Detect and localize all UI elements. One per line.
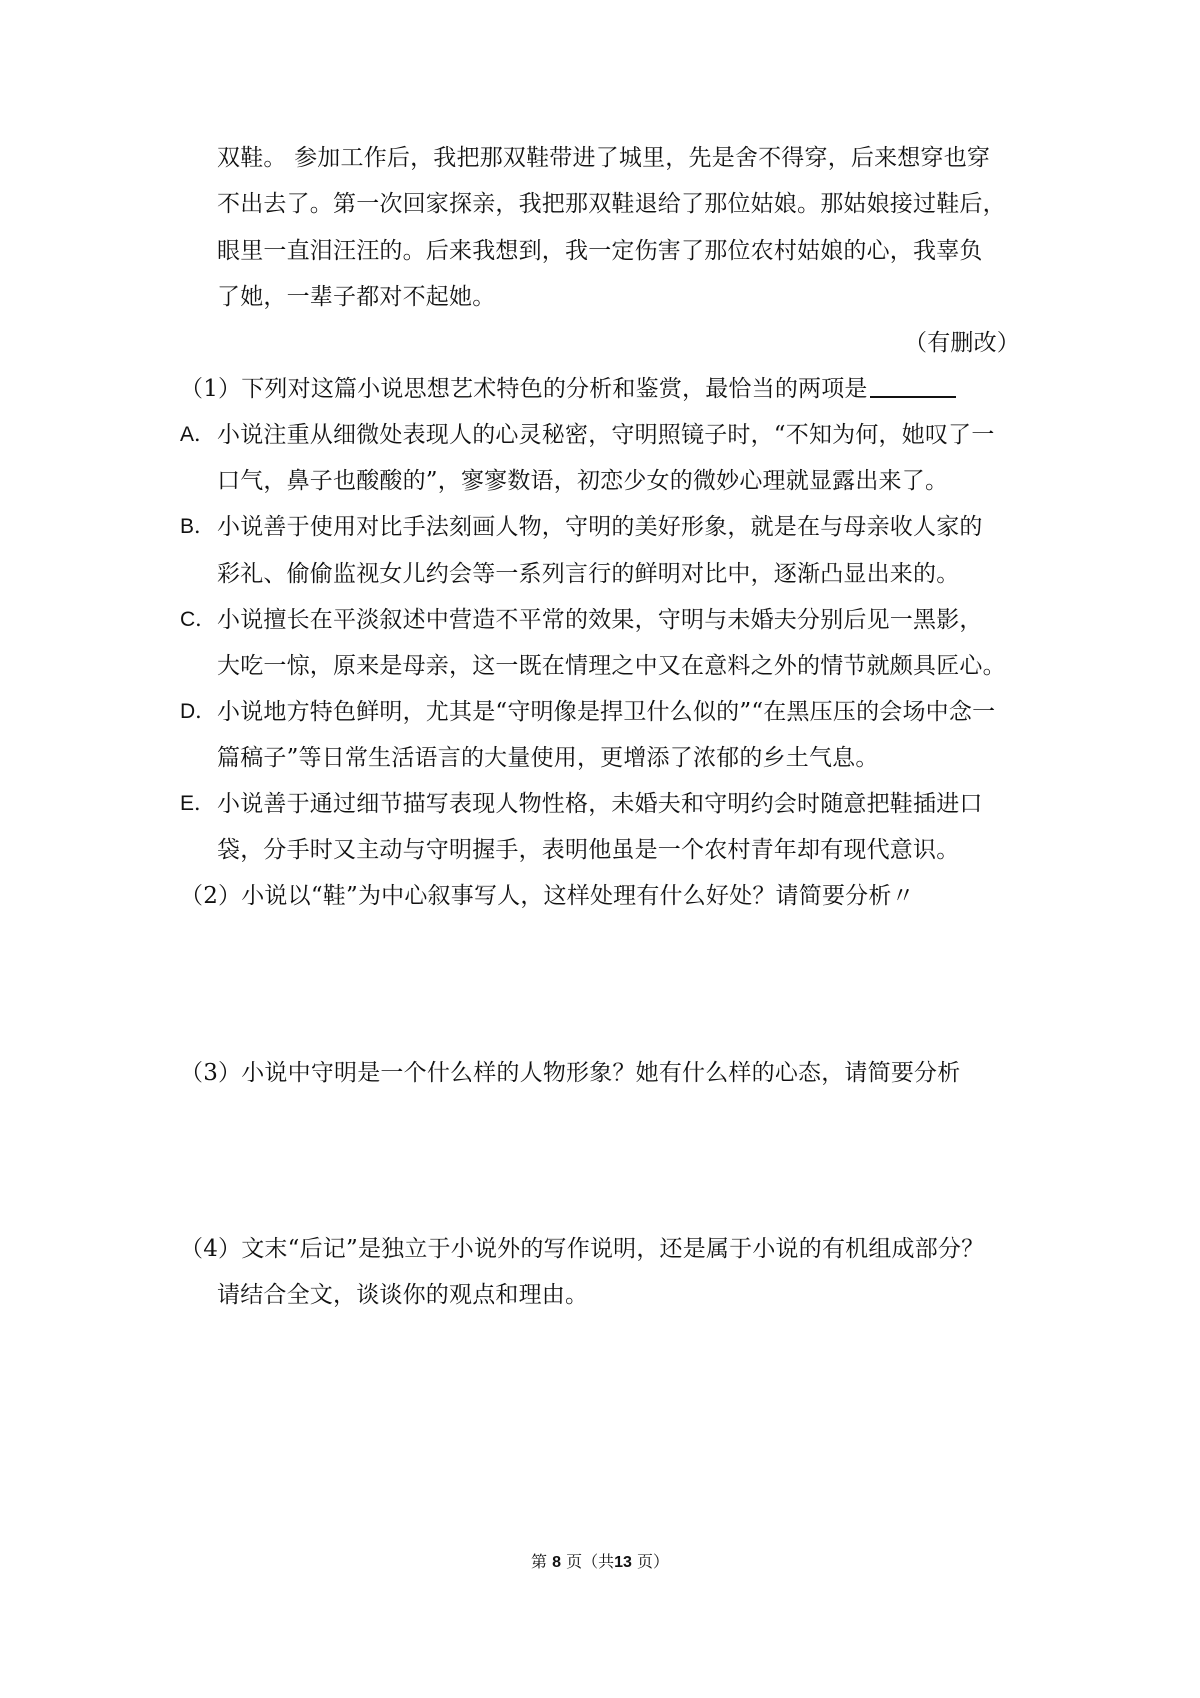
option-text: 小说擅长在平淡叙述中营造不平常的效果，守明与未婚夫分别后见一黑影， — [217, 607, 983, 633]
option-text: 小说注重从细微处表现人的心灵秘密，守明照镜子时，“不知为何，她叹了一 — [217, 422, 995, 448]
option-letter: E． — [180, 792, 216, 815]
question-1-text: （1）下列对这篇小说思想艺术特色的分析和鉴赏，最恰当的两项是 — [180, 376, 868, 402]
total-pages: 13 — [614, 1554, 632, 1571]
option-text: 篇稿子”等日常生活语言的大量使用，更增添了浓郁的乡土气息。 — [217, 745, 879, 771]
option-letter: A． — [180, 423, 216, 446]
answer-blank[interactable] — [870, 396, 956, 398]
source-note: （有删改） — [904, 330, 1020, 356]
current-page-number: 8 — [552, 1554, 561, 1571]
question-3: （3）小说中守明是一个什么样的人物形象？她有什么样的心态，请简要分析 — [180, 1060, 961, 1086]
option-text: 小说善于使用对比手法刻画人物，守明的美好形象，就是在与母亲收人家的 — [217, 514, 983, 540]
option-text: 袋，分手时又主动与守明握手，表明他虽是一个农村青年却有现代意识。 — [217, 837, 960, 863]
question-1 — [180, 374, 956, 404]
footer-prefix: 第 — [530, 1552, 547, 1571]
footer-suffix: 页） — [637, 1552, 670, 1571]
option-letter: D． — [180, 700, 217, 723]
passage-line: 了她，一辈子都对不起她。 — [217, 284, 496, 310]
question-2: （2）小说以“鞋”为中心叙事写人，这样处理有什么好处？请简要分析〃 — [180, 883, 915, 909]
footer-middle: 页（共 — [566, 1552, 615, 1571]
passage-line: 眼里一直泪汪汪的。后来我想到，我一定伤害了那位农村姑娘的心，我辜负 — [217, 238, 983, 264]
page-footer — [0, 1550, 1200, 1575]
option-text: 大吃一惊，原来是母亲，这一既在情理之中又在意料之外的情节就颇具匠心。 — [217, 653, 1006, 679]
question-4-line-1: （4）文末“后记”是独立于小说外的写作说明，还是属于小说的有机组成部分？ — [180, 1236, 985, 1262]
passage-line: 双鞋。 参加工作后，我把那双鞋带进了城里，先是舍不得穿，后来想穿也穿 — [217, 145, 991, 171]
option-letter: B． — [180, 515, 216, 538]
question-4-line-2: 请结合全文，谈谈你的观点和理由。 — [217, 1282, 589, 1308]
option-letter: C． — [180, 608, 217, 631]
option-text: 小说善于通过细节描写表现人物性格，未婚夫和守明约会时随意把鞋插进口 — [217, 791, 983, 817]
option-text: 口气，鼻子也酸酸的”，寥寥数语，初恋少女的微妙心理就显露出来了。 — [217, 468, 949, 494]
passage-line: 不出去了。第一次回家探亲，我把那双鞋退给了那位姑娘。那姑娘接过鞋后， — [217, 191, 1006, 217]
option-text: 小说地方特色鲜明，尤其是“守明像是捍卫什么似的”“在黑压压的会场中念一 — [217, 699, 996, 725]
option-text: 彩礼、偷偷监视女儿约会等一系列言行的鲜明对比中，逐渐凸显出来的。 — [217, 561, 960, 587]
